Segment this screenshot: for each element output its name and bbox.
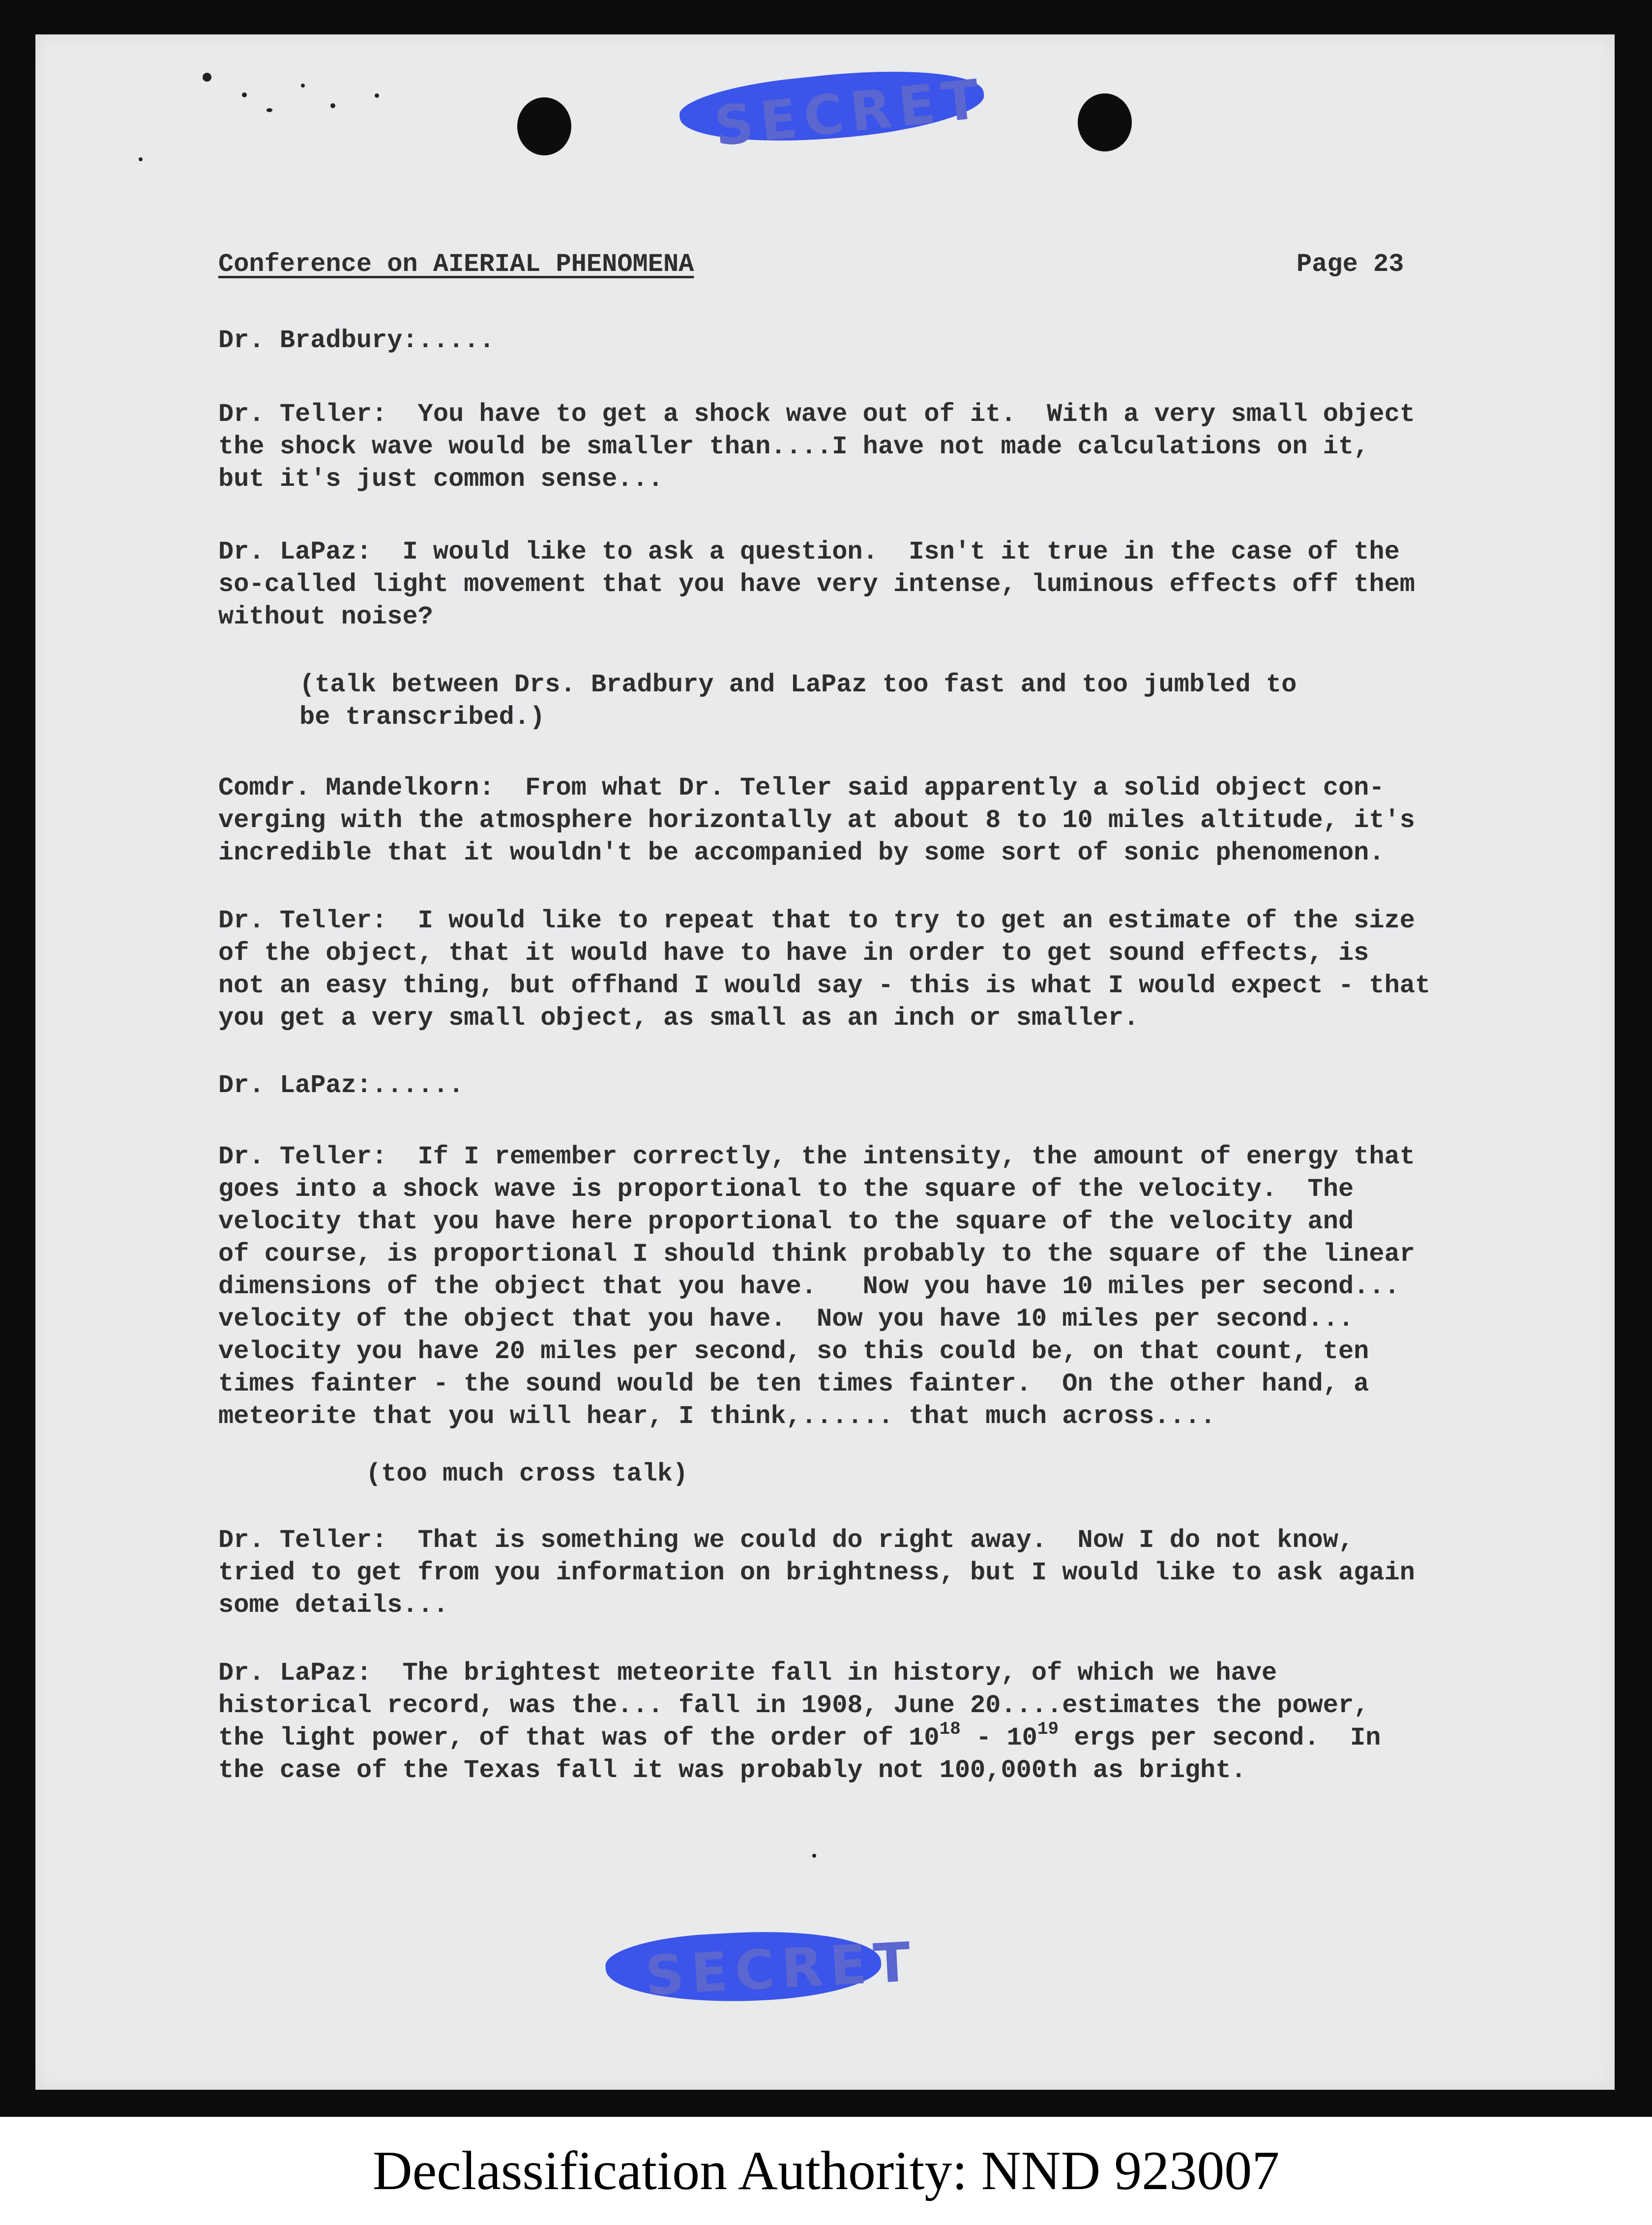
text-line: Dr. Teller: I would like to repeat that to try to get an estimate of the size xyxy=(218,906,1415,935)
text-line: without noise? xyxy=(218,602,433,631)
ink-dot xyxy=(812,1854,816,1858)
document-page xyxy=(35,34,1615,2090)
ink-smudge xyxy=(139,157,143,161)
text-line: (talk between Drs. Bradbury and LaPaz too fast and too jumbled to xyxy=(299,670,1297,699)
document-title: Conference on AIERIAL PHENOMENA xyxy=(218,250,694,279)
text-segment: the light power, of that was of the order of 10 xyxy=(218,1723,940,1752)
text-line: not an easy thing, but offhand I would say - this is what I would expect - that xyxy=(218,971,1431,1000)
text-line: Dr. LaPaz: The brightest meteorite fall in history, of which we have xyxy=(218,1659,1277,1688)
text-line: verging with the atmosphere horizontally at about 8 to 10 miles altitude, it's xyxy=(218,806,1415,835)
ink-smudge xyxy=(266,108,272,112)
page-number: Page 23 xyxy=(1297,250,1404,279)
text-line: Dr. LaPaz: I would like to ask a question. Isn't it true in the case of the xyxy=(218,537,1400,566)
text-line: historical record, was the... fall in 1908, June 20....estimates the power, xyxy=(218,1691,1369,1720)
ink-smudge xyxy=(203,73,211,82)
text-line: (too much cross talk) xyxy=(366,1459,688,1488)
superscript: 19 xyxy=(1037,1719,1059,1739)
text-line: of course, is proportional I should think probably to the square of the linear xyxy=(218,1240,1415,1269)
text-line: times fainter - the sound would be ten times fainter. On the other hand, a xyxy=(218,1369,1369,1398)
text-line: Dr. Bradbury:..... xyxy=(218,326,495,355)
ink-smudge xyxy=(375,93,379,98)
text-line: velocity that you have here proportional to the square of the velocity and xyxy=(218,1207,1354,1236)
punch-hole-left xyxy=(517,97,571,155)
superscript: 18 xyxy=(939,1719,961,1739)
text-line: some details... xyxy=(218,1591,449,1620)
secret-stamp-bottom: SECRET xyxy=(644,1930,919,2008)
text-line: the case of the Texas fall it was probably not 100,000th as bright. xyxy=(218,1756,1246,1785)
punch-hole-right xyxy=(1078,93,1132,151)
text-line: Dr. Teller: That is something we could do right away. Now I do not know, xyxy=(218,1526,1354,1555)
declassification-footer: Declassification Authority: NND 923007 xyxy=(0,2117,1652,2225)
text-line: tried to get from you information on brightness, but I would like to ask again xyxy=(218,1558,1415,1587)
text-line: of the object, that it would have to have in order to get sound effects, is xyxy=(218,939,1369,968)
text-line: goes into a shock wave is proportional to the square of the velocity. The xyxy=(218,1175,1354,1204)
text-segment: - 10 xyxy=(960,1723,1037,1752)
text-line: so-called light movement that you have very intense, luminous effects off them xyxy=(218,570,1415,599)
text-line: meteorite that you will hear, I think,...... that much across.... xyxy=(218,1402,1216,1431)
text-line: the shock wave would be smaller than....I have not made calculations on it, xyxy=(218,432,1369,461)
text-line: incredible that it wouldn't be accompanied by some sort of sonic phenomenon. xyxy=(218,838,1385,867)
text-line xyxy=(218,1719,1381,1754)
secret-stamp-top: SECRET xyxy=(711,67,989,158)
ink-smudge xyxy=(242,92,247,97)
text-segment: ergs per second. In xyxy=(1059,1723,1381,1752)
text-line: you get a very small object, as small as an inch or smaller. xyxy=(218,1004,1139,1033)
ink-smudge xyxy=(301,84,305,88)
text-line: be transcribed.) xyxy=(299,703,545,732)
text-line: velocity you have 20 miles per second, so this could be, on that count, ten xyxy=(218,1337,1369,1366)
ink-smudge xyxy=(330,103,335,108)
text-line: Comdr. Mandelkorn: From what Dr. Teller said apparently a solid object con- xyxy=(218,773,1385,802)
text-line: dimensions of the object that you have. Now you have 10 miles per second... xyxy=(218,1272,1400,1301)
text-line: velocity of the object that you have. Now you have 10 miles per second... xyxy=(218,1305,1354,1334)
text-line: but it's just common sense... xyxy=(218,465,663,494)
text-line: Dr. Teller: You have to get a shock wave out of it. With a very small object xyxy=(218,400,1415,429)
text-line: Dr. Teller: If I remember correctly, the intensity, the amount of energy that xyxy=(218,1142,1415,1171)
text-line: Dr. LaPaz:...... xyxy=(218,1071,464,1100)
